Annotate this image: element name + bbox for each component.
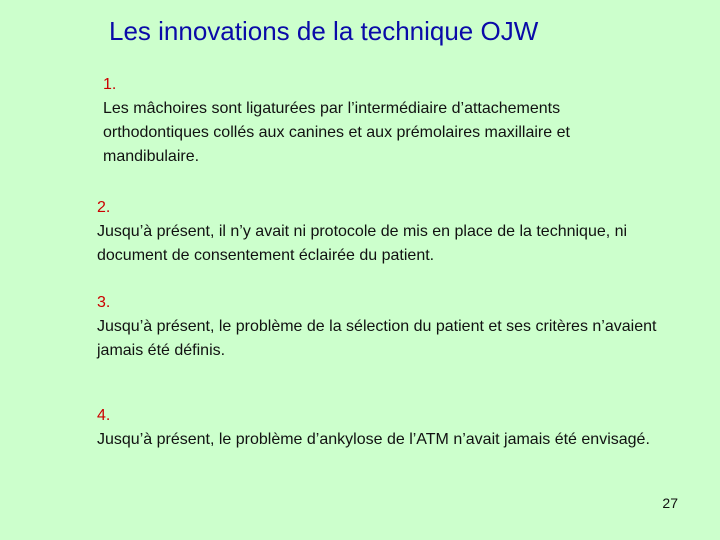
list-item-1 [103, 73, 663, 169]
item-number: 3. [97, 294, 111, 311]
slide-title: Les innovations de la technique OJW [109, 16, 539, 46]
item-text: Jusqu’à présent, il n’y avait ni protocole de mis en place de la technique, ni document de consentement éclairée du patient. [97, 223, 628, 264]
list-item-3 [97, 291, 687, 363]
item-number: 4. [97, 407, 111, 424]
item-number: 1. [103, 76, 117, 93]
item-text: Jusqu’à présent, le problème de la sélection du patient et ses critères n’avaient jamais été définis. [97, 318, 657, 359]
item-text: Jusqu’à présent, le problème d’ankylose de l’ATM n’avait jamais été envisagé. [97, 431, 650, 448]
page-number: 27 [662, 495, 678, 511]
list-item-4 [97, 404, 677, 452]
list-item-2 [97, 196, 697, 268]
item-number: 2. [97, 199, 111, 216]
item-text: Les mâchoires sont ligaturées par l’intermédiaire d’attachements orthodontiques collés aux canines et aux prémolaires maxillaire et mandibulaire. [103, 100, 570, 165]
